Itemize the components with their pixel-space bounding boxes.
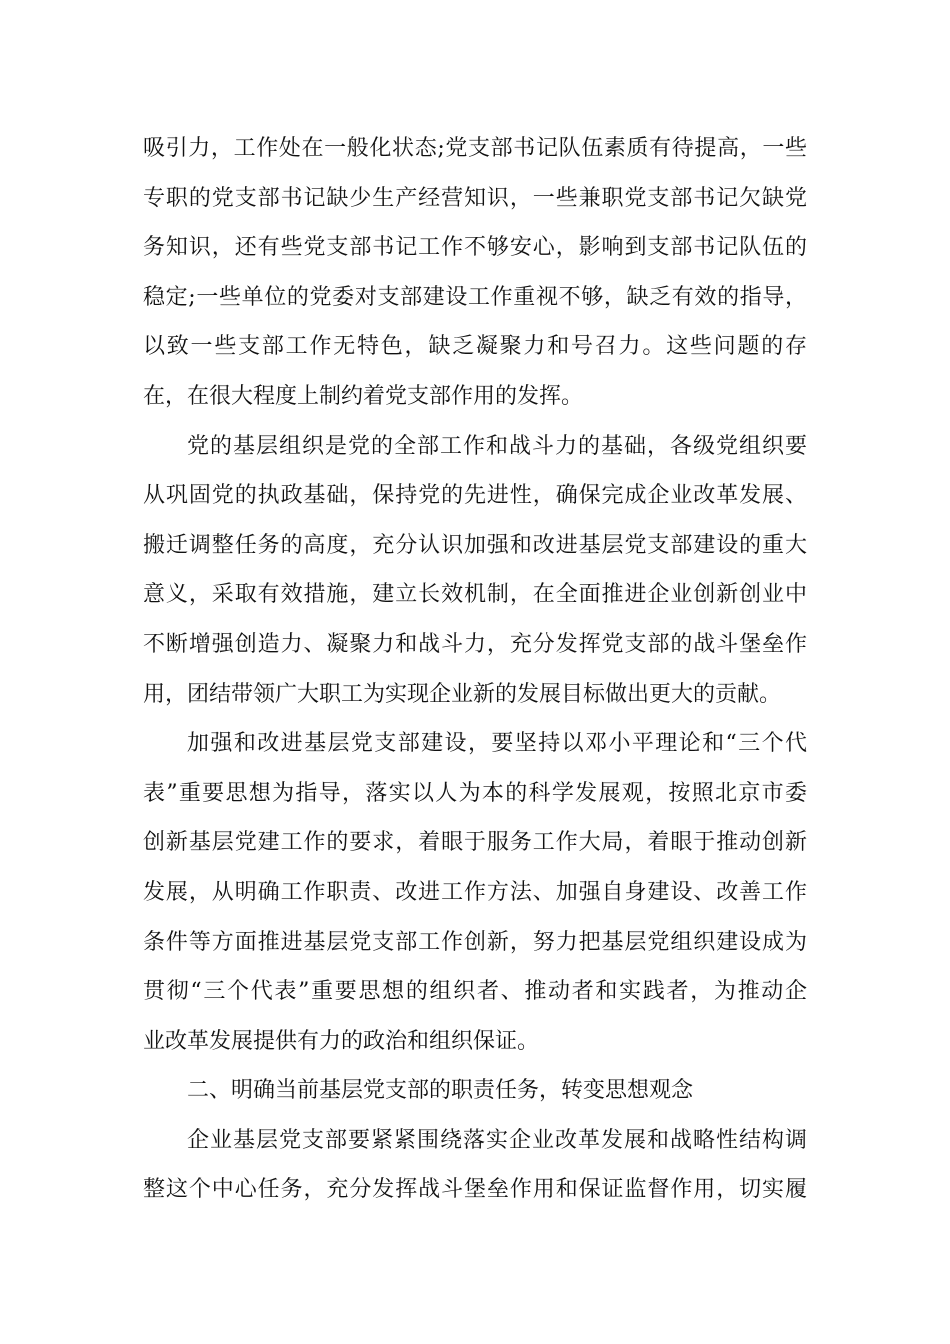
heading-line: 二、明确当前基层党支部的职责任务，转变思想观念 [187, 1078, 694, 1104]
text-line: 创新基层党建工作的要求，着眼于服务工作大局，着眼于推动创新 [143, 830, 807, 856]
paragraph-3 [143, 719, 807, 1066]
body-text [143, 124, 807, 1215]
text-line: 从巩固党的执政基础，保持党的先进性，确保完成企业改革发展、 [143, 483, 807, 509]
text-line: 不断增强创造力、凝聚力和战斗力，充分发挥党支部的战斗堡垒作 [143, 631, 807, 657]
text-line: 以致一些支部工作无特色，缺乏凝聚力和号召力。这些问题的存 [143, 334, 807, 360]
text-line: 贯彻“三个代表”重要思想的组织者、推动者和实践者，为推动企 [143, 979, 807, 1005]
text-line: 稳定;一些单位的党委对支部建设工作重视不够，缺乏有效的指导， [143, 284, 807, 310]
paragraph-1 [143, 124, 807, 422]
section-heading [143, 1066, 807, 1116]
text-line: 发展，从明确工作职责、改进工作方法、加强自身建设、改善工作 [143, 879, 807, 905]
text-line: 条件等方面推进基层党支部工作创新，努力把基层党组织建设成为 [143, 929, 807, 955]
text-line: 党的基层组织是党的全部工作和战斗力的基础，各级党组织要 [187, 433, 807, 459]
text-line: 吸引力，工作处在一般化状态;党支部书记队伍素质有待提高，一些 [143, 136, 807, 161]
text-line: 搬迁调整任务的高度，充分认识加强和改进基层党支部建设的重大 [143, 532, 807, 558]
text-line: 在，在很大程度上制约着党支部作用的发挥。 [143, 383, 584, 409]
text-line: 专职的党支部书记缺少生产经营知识，一些兼职党支部书记欠缺党 [143, 185, 807, 211]
text-line: 用，团结带领广大职工为实现企业新的发展目标做出更大的贡献。 [143, 681, 782, 707]
text-line: 企业基层党支部要紧紧围绕落实企业改革发展和战略性结构调 [187, 1127, 807, 1153]
text-line: 整这个中心任务，充分发挥战斗堡垒作用和保证监督作用，切实履 [143, 1177, 807, 1203]
paragraph-2 [143, 422, 807, 720]
text-line: 表”重要思想为指导，落实以人为本的科学发展观，按照北京市委 [143, 780, 807, 806]
paragraph-4 [143, 1116, 807, 1215]
text-line: 业改革发展提供有力的政治和组织保证。 [143, 1028, 540, 1054]
text-line: 加强和改进基层党支部建设，要坚持以邓小平理论和“三个代 [187, 731, 807, 757]
text-line: 务知识，还有些党支部书记工作不够安心，影响到支部书记队伍的 [143, 235, 807, 261]
text-line: 意义，采取有效措施，建立长效机制，在全面推进企业创新创业中 [143, 582, 807, 608]
